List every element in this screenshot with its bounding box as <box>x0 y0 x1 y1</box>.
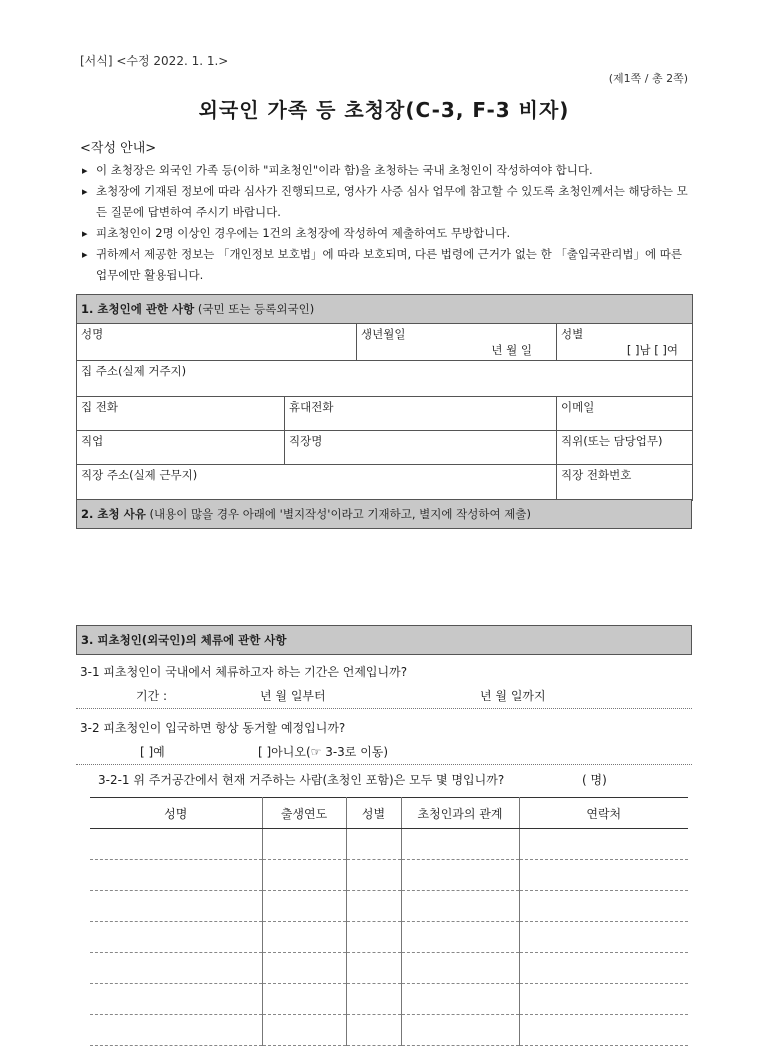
table-cell[interactable] <box>262 1015 346 1046</box>
table-cell[interactable] <box>519 984 688 1015</box>
gender-options[interactable]: [ ]남 [ ]여 <box>626 343 678 357</box>
home-phone-field[interactable] <box>77 397 285 431</box>
guide-heading: <작성 안내> <box>80 141 157 156</box>
workplace-label: 직장명 <box>289 434 323 448</box>
table-cell[interactable] <box>262 829 346 860</box>
section3-header <box>77 626 692 655</box>
page-title: 외국인 가족 등 초청장(C-3, F-3 비자) <box>198 98 570 122</box>
inviter-name-label: 성명 <box>81 327 104 341</box>
cohabit-yes-option[interactable]: [ ]예 <box>140 745 165 759</box>
section2-header <box>77 500 692 529</box>
resident-count-field[interactable]: ( 명) <box>582 773 607 787</box>
mobile-label: 휴대전화 <box>289 400 334 414</box>
table-row <box>90 860 688 891</box>
col-header-birth-year: 출생연도 <box>262 798 346 829</box>
table-row <box>90 984 688 1015</box>
table-cell[interactable] <box>346 891 401 922</box>
section3-title: 3. 피초청인(외국인)의 체류에 관한 사항 <box>81 633 287 647</box>
email-label: 이메일 <box>561 400 595 414</box>
table-row <box>90 891 688 922</box>
work-phone-field[interactable] <box>557 465 693 501</box>
table-cell[interactable] <box>90 829 262 860</box>
table-row <box>90 1015 688 1046</box>
table-row <box>90 953 688 984</box>
table-cell[interactable] <box>401 860 519 891</box>
table-cell[interactable] <box>519 891 688 922</box>
position-label: 직위(또는 담당업무) <box>561 434 663 448</box>
table-row <box>90 829 688 860</box>
table-cell[interactable] <box>346 984 401 1015</box>
table-cell[interactable] <box>401 984 519 1015</box>
inviter-birth-field[interactable] <box>357 324 557 361</box>
table-cell[interactable] <box>346 860 401 891</box>
section1-header <box>77 295 693 324</box>
col-header-relation: 초청인과의 관계 <box>401 798 519 829</box>
guide-item: ▸ 귀하께서 제공한 정보는 「개인정보 보호법」에 따라 보호되며, 다른 법령에 근거가 없는 한 「출입국관리법」에 따른 업무에만 활용됩니다. <box>80 244 695 286</box>
divider <box>76 708 692 709</box>
page-info: (제1쪽 / 총 2쪽) <box>608 72 688 85</box>
table-cell[interactable] <box>262 922 346 953</box>
table-cell[interactable] <box>346 953 401 984</box>
table-cell[interactable] <box>401 1015 519 1046</box>
table-cell[interactable] <box>90 953 262 984</box>
section1-table <box>76 294 693 501</box>
table-cell[interactable] <box>262 891 346 922</box>
table-row <box>90 922 688 953</box>
birth-label: 생년월일 <box>361 327 406 341</box>
job-label: 직업 <box>81 434 104 448</box>
guide-item: ▸ 피초청인이 2명 이상인 경우에는 1건의 초청장에 작성하여 제출하여도 무방합니다. <box>80 223 695 244</box>
guide-item: ▸ 이 초청장은 외국인 가족 등(이하 "피초청인"이라 함)을 초청하는 국내 초청인이 작성하여야 합니다. <box>80 160 695 181</box>
section2-note: (내용이 많을 경우 아래에 '별지작성'이라고 기재하고, 별지에 작성하여 제출) <box>149 507 531 521</box>
section2-title: 2. 초청 사유 <box>81 507 146 521</box>
position-field[interactable] <box>557 431 693 465</box>
table-cell[interactable] <box>519 860 688 891</box>
section1-title: 1. 초청인에 관한 사항 <box>81 302 195 316</box>
table-cell[interactable] <box>346 922 401 953</box>
period-row[interactable] <box>80 683 692 705</box>
question-3-2-1: 3-2-1 위 주거공간에서 현재 거주하는 사람(초청인 포함)은 모두 몇 명입니까? <box>98 773 505 787</box>
section3-table <box>76 625 692 655</box>
form-label: [서식] <수정 2022. 1. 1.> <box>80 54 229 68</box>
gender-label: 성별 <box>561 327 584 341</box>
table-cell[interactable] <box>90 984 262 1015</box>
work-address-field[interactable] <box>77 465 557 501</box>
job-field[interactable] <box>77 431 285 465</box>
table-cell[interactable] <box>262 984 346 1015</box>
birth-fill: 년 월 일 <box>491 343 532 357</box>
period-label: 기간 : <box>136 689 168 703</box>
section1-note: (국민 또는 등록외국인) <box>197 302 315 316</box>
inviter-address-field[interactable] <box>77 361 693 397</box>
table-cell[interactable] <box>90 922 262 953</box>
mobile-field[interactable] <box>285 397 557 431</box>
divider <box>76 764 692 765</box>
workplace-field[interactable] <box>285 431 557 465</box>
table-cell[interactable] <box>262 953 346 984</box>
question-3-2: 3-2 피초청인이 입국하면 항상 동거할 예정입니까? <box>80 721 346 735</box>
email-field[interactable] <box>557 397 693 431</box>
question-3-1: 3-1 피초청인이 국내에서 체류하고자 하는 기간은 언제입니까? <box>80 665 408 679</box>
table-cell[interactable] <box>346 1015 401 1046</box>
home-phone-label: 집 전화 <box>81 400 118 414</box>
period-to[interactable]: 년 월 일까지 <box>480 689 546 703</box>
work-phone-label: 직장 전화번호 <box>561 468 632 482</box>
table-cell[interactable] <box>519 922 688 953</box>
guide-list <box>80 160 695 286</box>
table-cell[interactable] <box>401 953 519 984</box>
cohabit-no-option[interactable]: [ ]아니오(☞ 3-3로 이동) <box>258 745 389 759</box>
table-cell[interactable] <box>519 829 688 860</box>
table-cell[interactable] <box>401 829 519 860</box>
inviter-gender-field[interactable] <box>557 324 693 361</box>
table-cell[interactable] <box>90 1015 262 1046</box>
work-address-label: 직장 주소(실제 근무지) <box>81 468 198 482</box>
inviter-name-field[interactable] <box>77 324 357 361</box>
invitation-reason-area[interactable] <box>76 530 692 624</box>
table-cell[interactable] <box>401 922 519 953</box>
section2-table <box>76 499 692 529</box>
guide-item: ▸ 초청장에 기재된 정보에 따라 심사가 진행되므로, 영사가 사증 심사 업무에 참고할 수 있도록 초청인께서는 해당하는 모든 질문에 답변하여 주시기 바랍니다. <box>80 181 695 223</box>
table-cell[interactable] <box>346 829 401 860</box>
address-label: 집 주소(실제 거주지) <box>81 364 187 378</box>
table-cell[interactable] <box>90 860 262 891</box>
period-from[interactable]: 년 월 일부터 <box>260 689 326 703</box>
col-header-gender: 성별 <box>346 798 401 829</box>
residents-table <box>90 797 688 1046</box>
table-cell[interactable] <box>519 953 688 984</box>
table-cell[interactable] <box>401 891 519 922</box>
table-cell[interactable] <box>262 860 346 891</box>
col-header-name: 성명 <box>90 798 262 829</box>
col-header-contact: 연락처 <box>519 798 688 829</box>
table-cell[interactable] <box>90 891 262 922</box>
table-cell[interactable] <box>519 1015 688 1046</box>
